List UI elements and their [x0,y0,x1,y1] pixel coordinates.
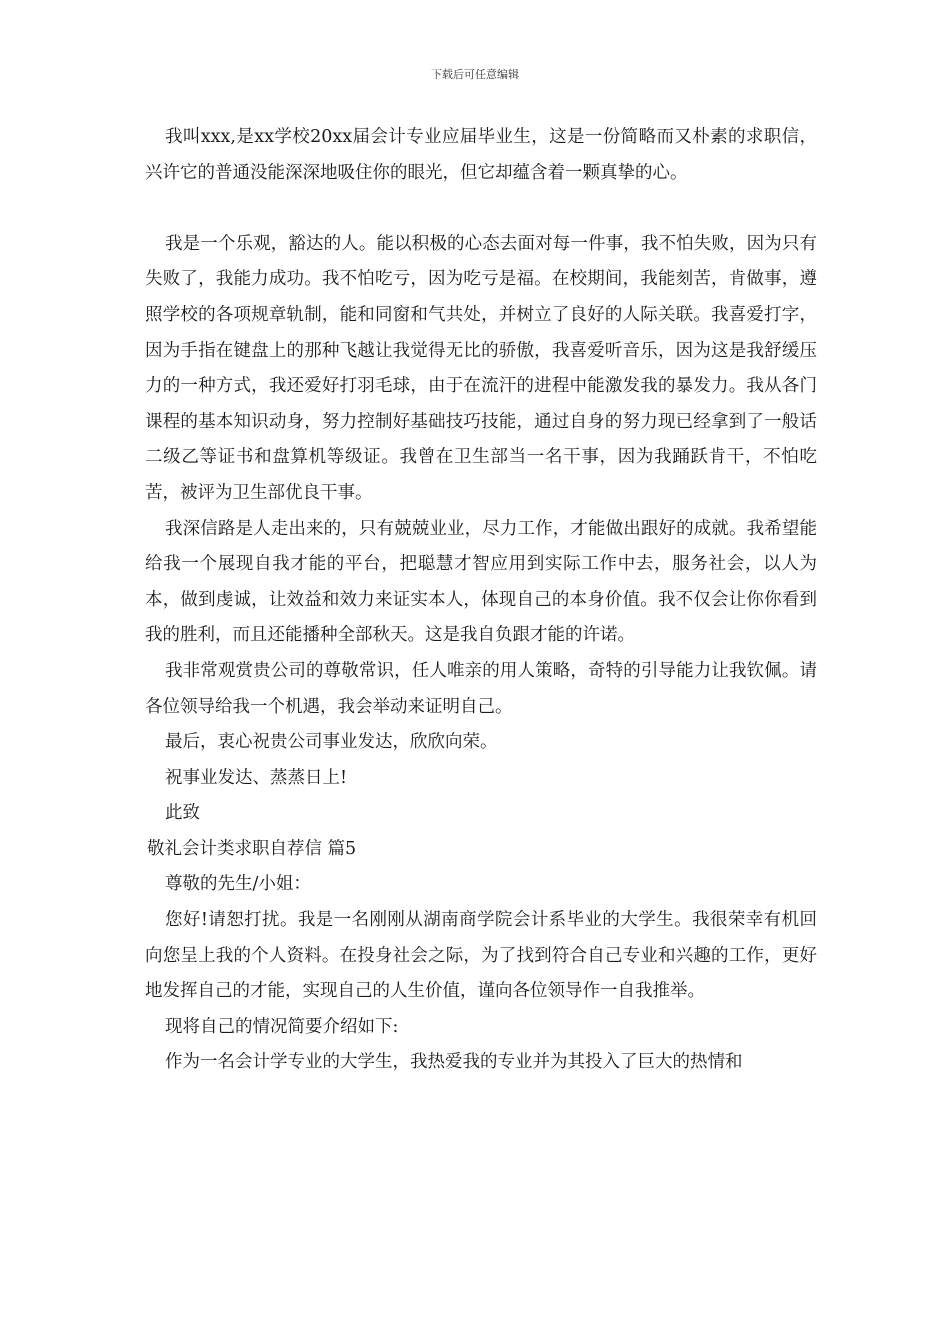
document-body [145,120,817,1081]
salutation: 尊敬的先生/小姐： [165,874,311,895]
paragraph-introduction-lead: 现将自己的情况简要介绍如下: [165,1016,399,1037]
page-header-note: 下载后可任意编辑 [431,68,519,81]
paragraph-major: 作为一名会计学专业的大学生，我热爱我的专业并为其投入了巨大的热情和 [165,1052,743,1073]
paragraph-belief: 我深信路是人走出来的，只有兢兢业业，尽力工作，才能做出跟好的成就。我希望能给我一个展现自我才能的平台，把聪慧才智应用到实际工作中去，服务社会，以人为本，做到虔诚，让效益和效力来证实本人，体现自己的本身价值。我不仅会让你你看到我的胜利，而且还能播种全部秋天。这是我自负跟才能的许诺。 [145,518,817,646]
paragraph-closing: 此致 [165,803,200,824]
paragraph-appreciation: 我非常观赏贵公司的尊敬常识，任人唯亲的用人策略，奇特的引导能力让我钦佩。请各位领导给我一个机遇，我会举动来证明自己。 [145,660,817,717]
paragraph-personality: 我是一个乐观，豁达的人。能以积极的心态去面对每一件事，我不怕失败，因为只有失败了，我能力成功。我不怕吃亏，因为吃亏是福。在校期间，我能刻苦，肯做事，遵照学校的各项规章轨制，能和同窗和气共处，并树立了良好的人际关联。我喜爱打字，因为手指在键盘上的那种飞越让我觉得无比的骄傲，我喜爱听音乐，因为这是我舒缓压力的一种方式，我还爱好打羽毛球，由于在流汗的进程中能激发我的暴发力。我从各门课程的基本知识动身，努力控制好基础技巧技能，通过自身的努力现已经拿到了一般话二级乙等证书和盘算机等级证。我曾在卫生部当一名干事，因为我踊跃肯干，不怕吃苦，被评为卫生部优良干事。 [145,233,817,503]
paragraph-blessing: 祝事业发达、蒸蒸日上! [165,767,348,788]
blank-line [145,191,817,227]
paragraph-greeting: 您好!请恕打扰。我是一名刚刚从湖南商学院会计系毕业的大学生。我很荣幸有机回向您呈上我的个人资料。在投身社会之际，为了找到符合自己专业和兴趣的工作，更好地发挥自己的才能，实现自己的人生价值，谨向各位领导作一自我推举。 [145,910,817,1002]
section-heading: 敬礼会计类求职自荐信 篇5 [147,838,357,859]
paragraph-intro: 我叫xxx,是xx学校20xx届会计专业应届毕业生，这是一份简略而又朴素的求职信，兴许它的普通没能深深地吸住你的眼光，但它却蕴含着一颗真挚的心。 [145,127,817,183]
paragraph-wishes: 最后，衷心祝贵公司事业发达，欣欣向荣。 [165,732,498,753]
